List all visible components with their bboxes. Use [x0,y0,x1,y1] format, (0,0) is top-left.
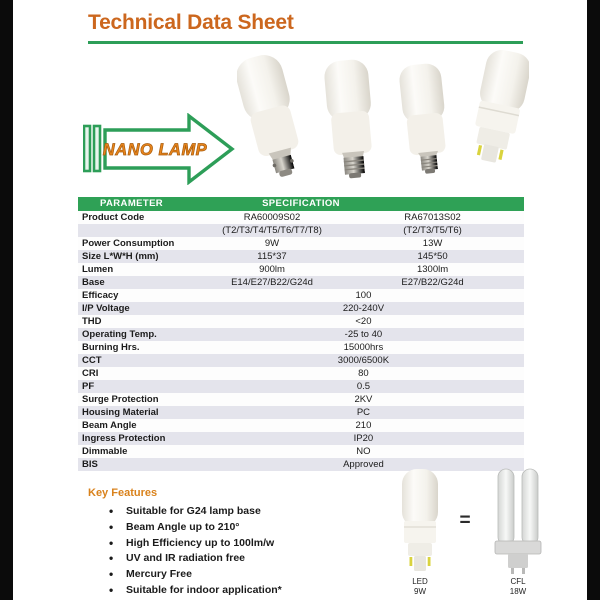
spec-row-label: Beam Angle [82,420,137,431]
title-underline [88,41,523,44]
spec-row-value: 220-240V [342,303,385,314]
spec-row-label: CCT [82,355,102,366]
key-feature-item: • Beam Angle up to 210° [109,520,282,536]
spec-row [78,393,524,406]
logo-bar-icon [94,126,100,171]
led-lamp-label [394,577,446,596]
table-header-parameter: PARAMETER [100,198,164,209]
e14-stick-lamp-image [398,62,451,175]
spec-row-value: NO [356,446,371,457]
spec-row [78,458,524,471]
spec-row-value: 115*37 [257,251,287,262]
spec-row-label: THD [82,316,102,327]
spec-row [78,354,524,367]
spec-row-value: 13W [422,238,443,249]
spec-row-label: PF [82,381,95,392]
spec-row [78,380,524,393]
spec-row-label: Power Consumption [82,238,175,249]
spec-row-label: Dimmable [82,446,128,457]
spec-table-body [78,211,524,471]
spec-row-label: I/P Voltage [82,303,130,314]
spec-table [78,197,524,471]
spec-row [78,250,524,263]
spec-table-header [78,197,524,211]
spec-row [78,367,524,380]
spec-row-value: IP20 [353,433,374,444]
spec-row-label: Housing Material [82,407,159,418]
cfl-watt-label: 18W [509,586,527,596]
datasheet-page [13,0,587,600]
spec-row [78,406,524,419]
spec-row [78,224,524,237]
logo-brand-text: NANO LAMP [102,141,208,159]
key-feature-item: • Suitable for G24 lamp base [109,504,282,520]
spec-row-value: 100 [355,290,372,301]
page-title: Technical Data Sheet [88,11,294,34]
spec-row [78,289,524,302]
spec-row-value: 9W [264,238,280,249]
spec-row-label: Lumen [82,264,114,275]
equals-sign: = [459,510,471,531]
led-comparison-lamp-image [394,467,446,575]
spec-row-value: -25 to 40 [344,329,383,340]
spec-row [78,276,524,289]
spec-row-value: RA60009S02 [243,212,301,223]
spec-row [78,211,524,224]
spec-row-value: PC [356,407,371,418]
spec-row-value: 145*50 [417,251,448,262]
spec-row-value: RA67013S02 [404,212,461,223]
key-feature-item: • UV and IR radiation free [109,551,282,567]
spec-row-value: (T2/T3/T5/T6) [403,225,462,236]
key-features-heading: Key Features [88,487,158,499]
spec-row [78,328,524,341]
spec-row-value: <20 [355,316,372,327]
spec-row [78,341,524,354]
g24-plug-lamp-image [466,50,529,166]
spec-row [78,419,524,432]
spec-row-label: Efficacy [82,290,119,301]
logo-bar-icon [84,126,90,171]
spec-row-label: Base [82,277,105,288]
spec-row [78,263,524,276]
product-lamps-image [237,50,529,196]
spec-row-label: CRI [82,368,99,379]
spec-row-value: 2KV [354,394,373,405]
led-type-label: LED [412,577,428,586]
cfl-lamp-label [487,577,549,596]
key-feature-item: • Mercury Free [109,567,282,583]
nano-lamp-logo [83,113,235,185]
e27-stick-lamp-image [323,58,377,179]
spec-row-value: 210 [355,420,372,431]
spec-row-label: Burning Hrs. [82,342,140,353]
spec-row-label: Operating Temp. [82,329,157,340]
spec-row [78,445,524,458]
cfl-comparison-lamp-image [487,467,549,575]
key-feature-item: • High Efficiency up to 100lm/w [109,536,282,552]
spec-row-value: Approved [343,459,384,470]
spec-row-value: E27/B22/G24d [401,277,464,288]
spec-row [78,315,524,328]
table-header-specification: SPECIFICATION [262,198,340,209]
led-watt-label: 9W [414,586,426,596]
spec-row [78,302,524,315]
key-feature-item: • Suitable for indoor application* [109,583,282,599]
key-features-list [109,504,282,599]
spec-row-value: 15000hrs [343,342,384,353]
spec-row-value: 0.5 [356,381,371,392]
spec-row-value: 80 [358,368,369,379]
spec-row-value: 900lm [259,264,285,275]
spec-row [78,432,524,445]
spec-row-label: Product Code [82,212,145,223]
spec-row-label: Size L*W*H (mm) [82,251,159,262]
spec-row-value: 1300lm [416,264,449,275]
spec-row-value: (T2/T3/T4/T5/T6/T7/T8) [222,225,322,236]
spec-row-value: E14/E27/B22/G24d [231,277,313,288]
spec-row-label: BIS [82,459,98,470]
cfl-type-label: CFL [510,577,526,586]
spec-row-label [78,224,203,237]
spec-row-label: Ingress Protection [82,433,166,444]
spec-row-label: Surge Protection [82,394,159,405]
spec-row [78,237,524,250]
b22-stick-lamp-image [237,51,309,182]
spec-row-value: 3000/6500K [337,355,390,366]
